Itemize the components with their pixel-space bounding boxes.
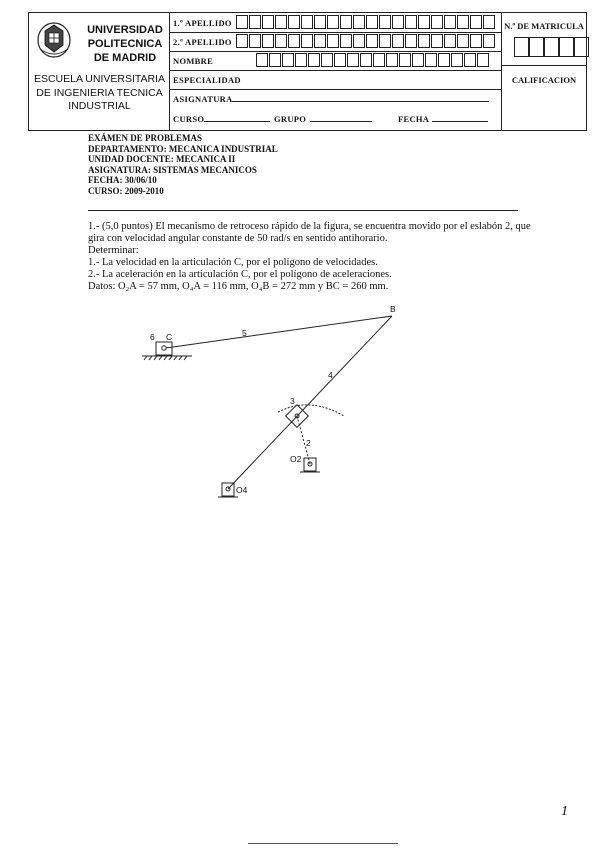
fecha-label: FECHA (398, 114, 430, 124)
label-2: 2 (306, 438, 311, 448)
university-name: UNIVERSIDAD POLITECNICA DE MADRID (87, 24, 163, 64)
calificacion-label: CALIFICACION (511, 75, 577, 85)
especialidad-row[interactable] (170, 70, 501, 90)
school-name: ESCUELA UNIVERSITARIA DE INGENIERIA TECNICA INDUSTRIAL (33, 73, 166, 112)
slider-6 (156, 342, 172, 355)
joint-c (162, 346, 166, 350)
link-5 (166, 316, 392, 348)
student-fields (170, 13, 502, 130)
apellido1-label: 1.º APELLIDO (173, 18, 232, 28)
label-6: 6 (150, 332, 155, 342)
apellido2-row[interactable] (170, 32, 501, 52)
label-b: B (390, 304, 396, 314)
problem-statement (88, 221, 538, 293)
pivot-o2 (304, 458, 316, 471)
grupo-line[interactable] (310, 121, 372, 122)
exam-unidad: UNIDAD DOCENTE: MECANICA II (88, 154, 236, 164)
problem-determinar: Determinar: (88, 245, 139, 256)
ground-hatch (144, 356, 187, 360)
asignatura-label: ASIGNATURA (173, 94, 233, 104)
exam-curso: CURSO: 2009-2010 (88, 185, 164, 196)
exam-title: EXÁMEN DE PROBLEMAS (88, 133, 203, 143)
curso-label: CURSO (173, 114, 205, 124)
exam-asignatura: ASIGNATURA: SISTEMAS MECANICOS (88, 164, 257, 175)
matricula-divider (502, 65, 586, 66)
nombre-row[interactable] (170, 51, 501, 71)
footer-line (248, 843, 398, 844)
label-o2: O2 (290, 454, 302, 464)
nombre-label: NOMBRE (173, 56, 214, 66)
page-number: 1 (561, 804, 568, 819)
fecha-line[interactable] (432, 121, 488, 122)
label-3: 3 (290, 396, 295, 406)
curso-row[interactable] (170, 109, 501, 128)
problem-text: 1.- (5,0 puntos) El mecanismo de retroceso rápido de la figura, se encuentra movido por el eslabón 2, que gira con velocidad angular constante de 50 rad/s en sentido antihorario. (88, 221, 531, 244)
grupo-label: GRUPO (274, 114, 307, 124)
problem-datos: Datos: O₂A = 57 mm, O₄A = 116 mm, O₄B = 272 mm y BC = 260 mm. (88, 281, 389, 292)
label-4: 4 (328, 370, 333, 380)
especialidad-label: ESPECIALIDAD (173, 75, 241, 85)
problem-q2: 2.- La aceleración en la articulación C, por el polígono de aceleraciones. (88, 269, 392, 280)
problem-q1: 1.- La velocidad en la articulación C, por el polígono de velocidades. (88, 257, 378, 268)
apellido2-boxes[interactable] (236, 34, 496, 48)
label-c: C (166, 332, 173, 342)
exam-departamento: DEPARTAMENTO: MECANICA INDUSTRIAL (88, 143, 278, 154)
curso-line[interactable] (204, 121, 270, 122)
matricula-boxes[interactable] (514, 37, 589, 57)
label-5: 5 (242, 328, 247, 338)
exam-fecha: FECHA: 30/06/10 (88, 175, 157, 185)
apellido2-label: 2.º APELLIDO (173, 37, 232, 47)
university-crest-icon (35, 19, 73, 59)
section-divider (88, 210, 518, 211)
mechanism-figure (120, 300, 420, 510)
asignatura-row[interactable] (170, 89, 501, 108)
university-cell (29, 13, 170, 130)
apellido1-boxes[interactable] (236, 15, 496, 29)
nombre-boxes[interactable] (256, 53, 490, 67)
matricula-cell (502, 13, 586, 130)
asignatura-line[interactable] (232, 101, 489, 102)
header-table (28, 12, 587, 131)
label-o4: O4 (236, 485, 248, 495)
apellido1-row[interactable] (170, 13, 501, 33)
matricula-label: N.º DE MATRICULA (504, 21, 584, 31)
exam-info (88, 133, 278, 196)
